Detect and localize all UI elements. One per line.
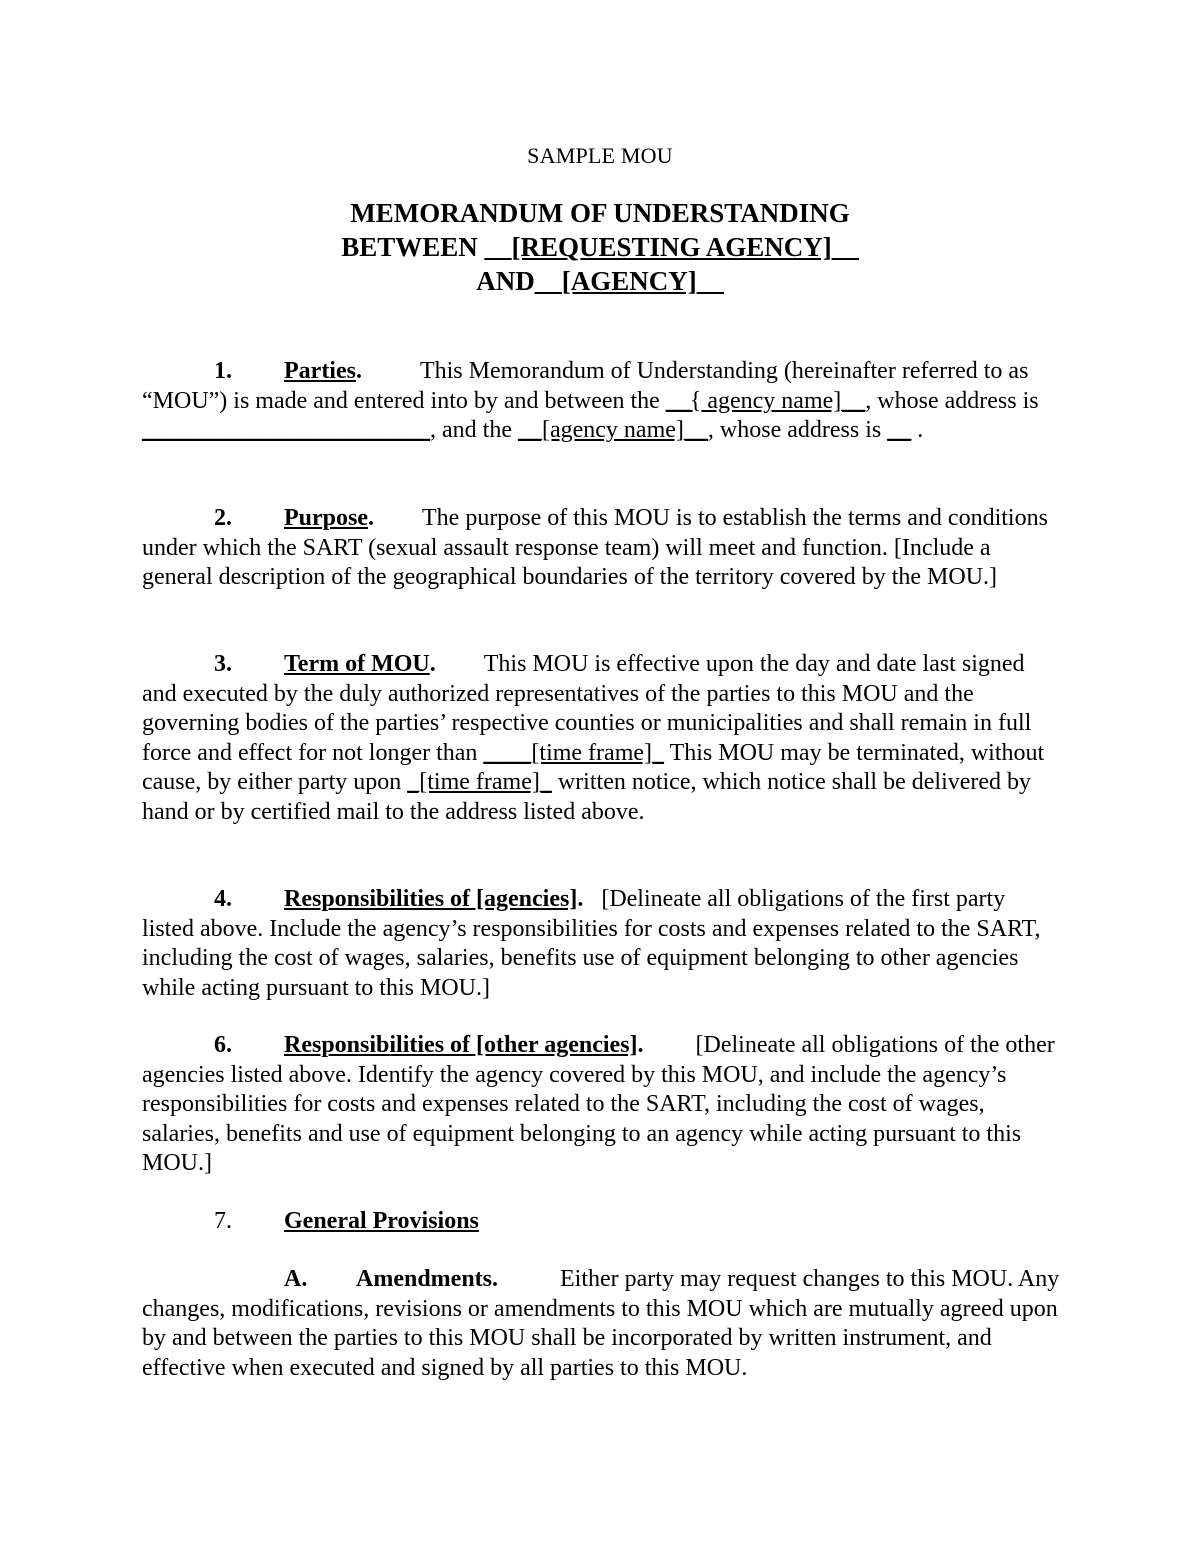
section-heading: Purpose bbox=[284, 505, 368, 531]
section-heading: Parties bbox=[284, 358, 356, 384]
section-general-provisions bbox=[142, 1207, 1062, 1237]
section-heading-punct: . bbox=[429, 651, 436, 677]
section-text: [Delineate all obligations of the other agencies listed above. Identify the agency covered by this MOU, and include the agency’s responsibilities for costs and expenses related to the SART, including the cost of wages, salaries, benefits and use of equipment belonging to an agency while acting pursuant to this MOU.] bbox=[142, 1032, 1055, 1176]
subsection-letter: A. bbox=[284, 1266, 308, 1292]
section-number: 3. bbox=[214, 651, 232, 677]
section-heading-punct: . bbox=[577, 886, 584, 912]
title-and: AND bbox=[476, 266, 535, 296]
address-blank-2: __ bbox=[887, 417, 912, 443]
section-text: This MOU is effective upon the day and date last signed and executed by the duly authorized representatives of the parties to this MOU and the governing bodies of the parties’ respective counties or municipalities and shall remain in full force and effect for not longer than bbox=[142, 651, 1032, 766]
section-responsibilities-agencies bbox=[142, 885, 1062, 1003]
agency-name-blank-2: __[agency name]__ bbox=[517, 417, 708, 443]
section-number: 1. bbox=[214, 358, 232, 384]
time-frame-blank-1: ____[time frame]_ bbox=[483, 739, 665, 766]
section-text: , whose address is bbox=[865, 387, 1039, 414]
section-text: The purpose of this MOU is to establish the terms and conditions under which the SART (sexual assault response team) will meet and function. [Include a general description of the geographical boundaries of the territory covered by the MOU.] bbox=[142, 505, 1048, 590]
agency-name-blank-1: __{ agency name]__ bbox=[665, 387, 866, 414]
section-heading: Term of MOU bbox=[284, 651, 430, 677]
section-text: . bbox=[911, 417, 924, 443]
section-text: written notice, which notice shall be delivered by hand or by certified mail to the address listed above. bbox=[142, 769, 1032, 825]
document-title bbox=[142, 196, 1058, 298]
section-term bbox=[142, 650, 1062, 827]
time-frame-blank-2: _[time frame]_ bbox=[407, 769, 552, 795]
section-number: 7. bbox=[214, 1208, 232, 1234]
section-text: [Delineate all obligations of the first party listed above. Include the agency’s responsibilities for costs and expenses related to the SART, including the cost of wages, salaries, benefits use of equipment belonging to other agencies while acting pursuant to this MOU.] bbox=[142, 886, 1041, 1001]
subsection-amendments bbox=[142, 1265, 1062, 1383]
title-line-2 bbox=[142, 230, 1058, 264]
section-heading: Responsibilities of [agencies] bbox=[284, 886, 578, 912]
subsection-heading: Amendments. bbox=[356, 1266, 498, 1292]
title-line-1: MEMORANDUM OF UNDERSTANDING bbox=[350, 198, 850, 228]
address-blank-1: ________________________ bbox=[142, 417, 430, 443]
section-heading: General Provisions bbox=[284, 1208, 479, 1234]
section-parties bbox=[142, 357, 1062, 446]
section-heading-punct: . bbox=[368, 505, 374, 531]
section-heading: Responsibilities of [other agencies] bbox=[284, 1032, 638, 1058]
section-text: This MOU may be terminated, without cause, by either party upon bbox=[142, 739, 1045, 795]
subsection-text: Either party may request changes to this MOU. Any changes, modifications, revisions or amendments to this MOU which are mutually agreed upon by and between the parties to this MOU shall be incorporated by written instrument, and effective when executed and signed by all parties to this MOU. bbox=[142, 1266, 1060, 1381]
title-requesting-agency-blank: __[REQUESTING AGENCY]__ bbox=[484, 232, 859, 262]
document-header: SAMPLE MOU bbox=[527, 143, 673, 168]
title-agency-blank: __[AGENCY]__ bbox=[534, 266, 724, 296]
section-purpose bbox=[142, 504, 1062, 593]
section-text: , and the bbox=[430, 417, 518, 443]
section-number: 2. bbox=[214, 505, 232, 531]
section-number: 6. bbox=[214, 1032, 232, 1058]
title-line-3 bbox=[142, 264, 1058, 298]
section-number: 4. bbox=[214, 886, 232, 912]
section-responsibilities-other-agencies bbox=[142, 1031, 1062, 1179]
section-text: , whose address is bbox=[707, 417, 888, 443]
section-heading-punct: . bbox=[637, 1032, 644, 1058]
section-heading-punct: . bbox=[355, 358, 362, 384]
section-text: This Memorandum of Understanding (hereinafter referred to as “MOU”) is made and entered into by and between the bbox=[142, 358, 1029, 414]
title-between: BETWEEN bbox=[341, 232, 485, 262]
